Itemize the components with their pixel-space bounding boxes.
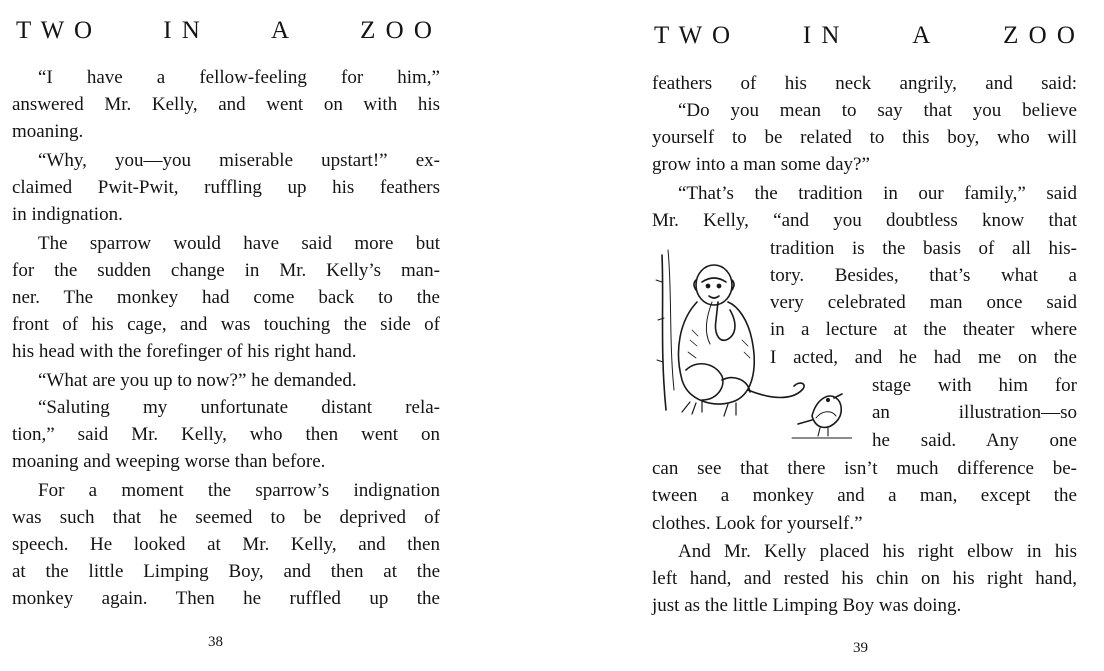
text-line: speech. He looked at Mr. Kelly, and then: [12, 534, 440, 555]
running-head-word: I N: [163, 17, 202, 44]
text-line: in a lecture at the theater where: [770, 319, 1077, 340]
running-head-word: A: [270, 17, 291, 44]
page-number: 38: [208, 634, 223, 650]
text-line: was such that he seemed to be deprived of: [12, 507, 440, 528]
text-line: Mr. Kelly, “and you doubtless know that: [652, 210, 1077, 231]
text-line: tradition is the basis of all his-: [770, 238, 1077, 259]
running-head-word: Z O O: [1003, 22, 1077, 49]
text-line: grow into a man some day?”: [652, 154, 870, 175]
running-head-word: Z O O: [360, 17, 434, 44]
text-line: “What are you up to now?” he demanded.: [38, 370, 357, 391]
text-line: just as the little Limping Boy was doing.: [652, 595, 962, 616]
text-line: can see that there isn’t much difference be-: [652, 458, 1077, 479]
page-number: 39: [853, 640, 868, 656]
text-line: at the little Limping Boy, and then at the: [12, 561, 440, 582]
text-line: clothes. Look for yourself.”: [652, 513, 863, 534]
text-line: “That’s the tradition in our family,” said: [678, 183, 1077, 204]
text-line: in indignation.: [12, 204, 123, 225]
text-line: “Saluting my unfortunate distant rela-: [38, 397, 440, 418]
text-line: feathers of his neck angrily, and said:: [652, 73, 1077, 94]
running-head: [16, 15, 434, 47]
text-line: for the sudden change in Mr. Kelly’s man-: [12, 260, 440, 281]
monkey-sparrow-illustration: [652, 240, 852, 450]
left-page: [0, 0, 440, 671]
text-line: “I have a fellow-feeling for him,”: [38, 67, 440, 88]
text-line: very celebrated man once said: [770, 292, 1077, 313]
text-line: yourself to be related to this boy, who will: [652, 127, 1077, 148]
text-line: “Do you mean to say that you believe: [678, 100, 1077, 121]
running-head: [654, 20, 1077, 52]
text-line: he said. Any one: [872, 430, 1077, 451]
running-head-word: T W O: [16, 17, 95, 44]
text-line: answered Mr. Kelly, and went on with his: [12, 94, 440, 115]
text-line: I acted, and he had me on the: [770, 347, 1077, 368]
text-line: an illustration—so: [872, 402, 1077, 423]
text-line: moaning and weeping worse than before.: [12, 451, 326, 472]
running-head-word: T W O: [654, 22, 733, 49]
text-line: tween a monkey and a man, except the: [652, 485, 1077, 506]
text-line: moaning.: [12, 121, 84, 142]
text-line: The sparrow would have said more but: [38, 233, 440, 254]
running-head-word: I N: [802, 22, 842, 49]
text-line: ner. The monkey had come back to the: [12, 287, 440, 308]
text-line: tion,” said Mr. Kelly, who then went on: [12, 424, 440, 445]
text-line: “Why, you—you miserable upstart!” ex-: [38, 150, 440, 171]
text-line: claimed Pwit-Pwit, ruffling up his feathers: [12, 177, 440, 198]
text-line: front of his cage, and was touching the side of: [12, 314, 440, 335]
right-page: [652, 0, 1077, 671]
text-line: For a moment the sparrow’s indignation: [38, 480, 440, 501]
running-head-word: A: [912, 22, 933, 49]
text-line: tory. Besides, that’s what a: [770, 265, 1077, 286]
text-line: And Mr. Kelly placed his right elbow in his: [678, 541, 1077, 562]
text-line: left hand, and rested his chin on his right hand,: [652, 568, 1077, 589]
text-line: monkey again. Then he ruffled up the: [12, 588, 440, 609]
text-line: stage with him for: [872, 375, 1077, 396]
text-line: his head with the forefinger of his right hand.: [12, 341, 357, 362]
